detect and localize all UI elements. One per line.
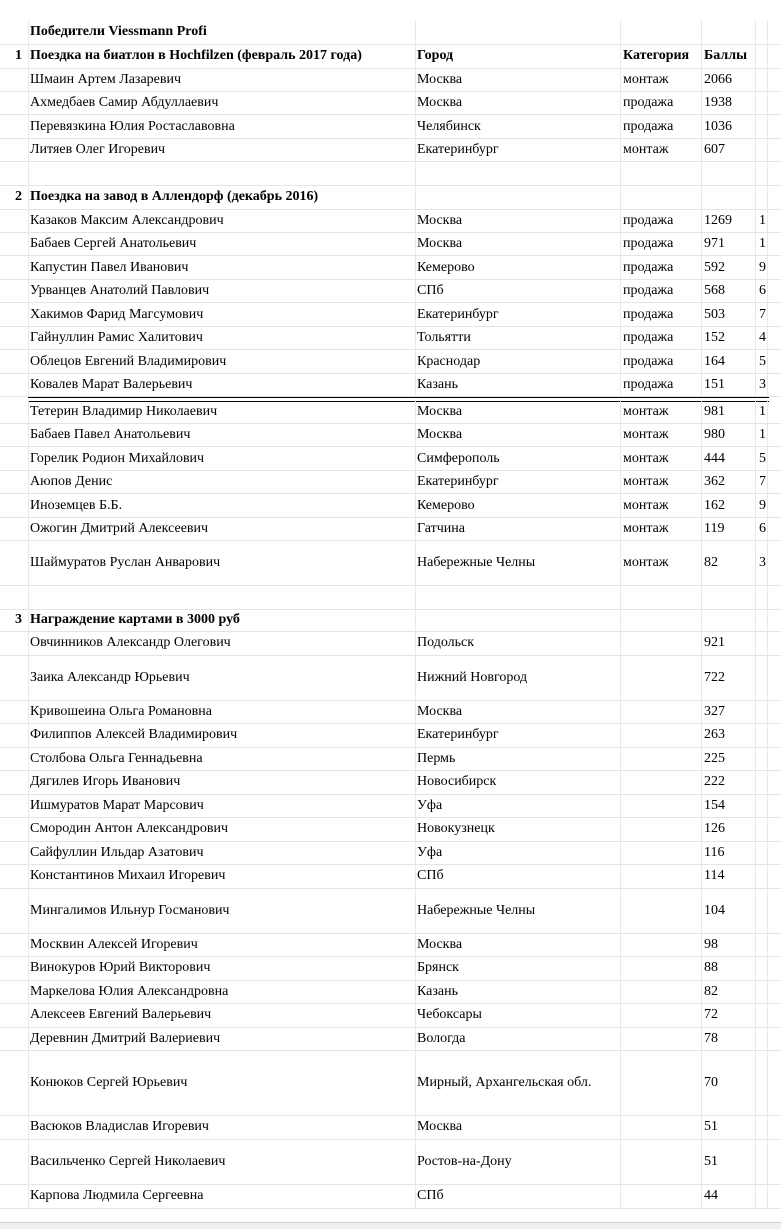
winner-category [620,631,701,655]
winner-city: Брянск [415,956,620,980]
winner-category: монтаж [620,470,701,493]
winner-name: Винокуров Юрий Викторович [28,956,415,980]
empty-cell [701,161,755,185]
table-row [0,91,781,115]
winner-category: продажа [620,303,701,326]
winner-name: Тетерин Владимир Николаевич [28,400,415,423]
winner-category [620,770,701,794]
table-row [0,864,781,889]
winner-points: 1036 [701,115,755,138]
winner-city: Гатчина [415,517,620,540]
winner-points: 126 [701,817,755,841]
winner-points: 51 [701,1115,755,1139]
winner-name: Деревнин Дмитрий Валериевич [28,1027,415,1050]
winner-points: 72 [701,1003,755,1027]
winner-extra [755,700,768,723]
winner-city: Казань [415,373,620,396]
section-title: Поездка на биатлон в Hochfilzen (февраль 2017 года) [28,44,415,68]
winner-points: 78 [701,1027,755,1050]
winner-category: монтаж [620,138,701,161]
table-row [0,517,781,541]
winner-points: 225 [701,747,755,770]
winner-name: Заика Александр Юрьевич [28,655,415,700]
winner-extra [755,841,768,864]
winner-category: монтаж [620,541,701,585]
empty-cell [620,585,701,609]
winner-category [620,1027,701,1050]
winner-name: Иноземцев Б.Б. [28,494,415,517]
winner-category: продажа [620,326,701,349]
winner-category: монтаж [620,517,701,540]
empty-cell [28,585,415,609]
winner-extra [755,794,768,817]
table-row [0,494,781,518]
winner-points: 722 [701,655,755,700]
winner-category: продажа [620,232,701,255]
winner-category [620,1050,701,1115]
winner-points: 362 [701,470,755,493]
winner-extra [755,747,768,770]
winner-name: Овчинников Александр Олегович [28,631,415,655]
table-row [0,1184,781,1209]
winner-city: Кемерово [415,494,620,517]
winner-points: 263 [701,723,755,747]
winner-city: Вологда [415,1027,620,1050]
winner-category: монтаж [620,400,701,423]
winner-points: 980 [701,423,755,446]
winner-points: 152 [701,326,755,349]
winner-category [620,956,701,980]
winner-name: Литяев Олег Игоревич [28,138,415,161]
winner-points: 921 [701,631,755,655]
winner-city: Москва [415,232,620,255]
winner-extra [755,1003,768,1027]
table-row [0,138,781,162]
empty-cell [415,609,620,631]
winner-points: 119 [701,517,755,540]
winner-extra [755,138,768,161]
winner-name: Ожогин Дмитрий Алексеевич [28,517,415,540]
table-row [0,447,781,471]
winner-extra: 1 [755,400,768,423]
table-row [0,541,781,586]
winner-category: монтаж [620,447,701,470]
blank-row [0,585,781,610]
table-row [0,68,781,92]
winner-city: Новокузнецк [415,817,620,841]
winner-category: продажа [620,209,701,232]
winner-points: 607 [701,138,755,161]
winner-city: Подольск [415,631,620,655]
empty-cell [755,585,768,609]
winner-city: Чебоксары [415,1003,620,1027]
table-row [0,1027,781,1051]
winner-name: Смородин Антон Александрович [28,817,415,841]
empty-cell [620,609,701,631]
table-row [0,400,781,424]
winner-category: продажа [620,91,701,114]
section-number: 2 [15,189,22,204]
winner-category [620,723,701,747]
winner-extra [755,655,768,700]
winner-category: продажа [620,115,701,138]
winner-category [620,980,701,1003]
winner-points: 82 [701,980,755,1003]
winner-city: Москва [415,423,620,446]
winner-name: Горелик Родион Михайлович [28,447,415,470]
winner-points: 88 [701,956,755,980]
winner-category: продажа [620,373,701,396]
winner-points: 592 [701,256,755,279]
winner-extra: 3 [755,373,768,396]
section-header-row [0,44,781,69]
winner-name: Ахмедбаев Самир Абдуллаевич [28,91,415,114]
empty-cell [415,20,620,44]
winner-category [620,794,701,817]
empty-cell [755,44,768,68]
winner-extra [755,1115,768,1139]
winner-name: Маркелова Юлия Александровна [28,980,415,1003]
winner-extra: 9 [755,494,768,517]
winner-extra [755,1139,768,1184]
winner-extra: 1 [755,209,768,232]
blank-row [0,161,781,186]
winner-points: 82 [701,541,755,585]
winner-name: Сайфуллин Ильдар Азатович [28,841,415,864]
winner-city: Кемерово [415,256,620,279]
winner-city: Москва [415,91,620,114]
winner-points: 154 [701,794,755,817]
winner-points: 164 [701,350,755,373]
winner-name: Ишмуратов Марат Марсович [28,794,415,817]
winner-name: Дягилев Игорь Иванович [28,770,415,794]
winner-category [620,817,701,841]
winner-category: продажа [620,256,701,279]
section-title: Награждение картами в 3000 руб [28,609,415,631]
winner-city: Екатеринбург [415,723,620,747]
winner-city: Москва [415,933,620,956]
winner-extra [755,68,768,91]
winner-extra [755,817,768,841]
empty-cell [755,20,768,44]
winner-extra: 4 [755,326,768,349]
winner-city: Уфа [415,841,620,864]
winner-city: Москва [415,68,620,91]
empty-cell [415,185,620,209]
section-number: 3 [15,612,22,627]
winner-category: монтаж [620,494,701,517]
winner-city: СПб [415,1184,620,1208]
winner-city: Москва [415,209,620,232]
winner-city: Мирный, Архангельская обл. [415,1050,620,1115]
table-row [0,1139,781,1185]
winner-points: 151 [701,373,755,396]
table-row [0,303,781,327]
winner-city: Уфа [415,794,620,817]
table-row [0,1115,781,1140]
winner-name: Казаков Максим Александрович [28,209,415,232]
winner-points: 44 [701,1184,755,1208]
winner-city: Набережные Челны [415,888,620,933]
winner-city: Екатеринбург [415,470,620,493]
table-row [0,423,781,447]
winner-name: Бабаев Павел Анатольевич [28,423,415,446]
winner-points: 70 [701,1050,755,1115]
empty-cell [28,161,415,185]
table-row [0,655,781,701]
header-city: Город [415,44,620,68]
table-row [0,770,781,795]
winner-category [620,1184,701,1208]
winner-name: Карпова Людмила Сергеевна [28,1184,415,1208]
table-row [0,1003,781,1028]
winner-city: Москва [415,400,620,423]
winner-category: монтаж [620,68,701,91]
winner-extra [755,888,768,933]
winner-points: 1269 [701,209,755,232]
winner-category: монтаж [620,423,701,446]
winner-extra: 5 [755,350,768,373]
winner-extra: 7 [755,470,768,493]
winner-points: 327 [701,700,755,723]
winner-category [620,747,701,770]
empty-cell [415,161,620,185]
winner-city: Екатеринбург [415,303,620,326]
table-row [0,700,781,724]
table-row [0,373,781,397]
table-row [0,888,781,934]
winner-extra [755,770,768,794]
winner-city: Ростов-на-Дону [415,1139,620,1184]
winner-category: продажа [620,279,701,302]
table-row [0,723,781,748]
winner-name: Мингалимов Ильнур Госманович [28,888,415,933]
winner-category: продажа [620,350,701,373]
winner-extra [755,631,768,655]
winner-name: Васюков Владислав Игоревич [28,1115,415,1139]
table-row [0,209,781,233]
winner-extra: 6 [755,517,768,540]
winner-extra [755,1050,768,1115]
winner-name: Бабаев Сергей Анатольевич [28,232,415,255]
winner-category [620,655,701,700]
sheet-title: Победители Viessmann Profi [28,20,415,44]
table-row [0,470,781,494]
winner-category [620,1115,701,1139]
header-category: Категория [620,44,701,68]
winner-category [620,888,701,933]
winner-city: Набережные Челны [415,541,620,585]
table-row [0,747,781,771]
empty-cell [701,185,755,209]
section-number: 1 [15,48,22,63]
empty-cell [620,20,701,44]
winner-city: Москва [415,700,620,723]
winner-category [620,1003,701,1027]
sheet-title-row [0,20,781,45]
winner-category [620,841,701,864]
winner-category [620,1139,701,1184]
winner-points: 51 [701,1139,755,1184]
winner-name: Васильченко Сергей Николаевич [28,1139,415,1184]
empty-cell [415,585,620,609]
winner-name: Аюпов Денис [28,470,415,493]
winner-points: 98 [701,933,755,956]
winner-extra [755,933,768,956]
winner-extra: 6 [755,279,768,302]
winner-extra [755,723,768,747]
winner-points: 981 [701,400,755,423]
winner-points: 1938 [701,91,755,114]
table-row [0,956,781,981]
winner-name: Облецов Евгений Владимирович [28,350,415,373]
table-row [0,841,781,865]
table-row [0,232,781,256]
table-row [0,256,781,280]
header-points: Баллы [701,44,755,68]
winner-city: Екатеринбург [415,138,620,161]
winner-name: Кривошеина Ольга Романовна [28,700,415,723]
section-title-row [0,609,781,632]
section-title: Поездка на завод в Аллендорф (декабрь 2016) [28,185,415,209]
table-row [0,933,781,957]
winner-city: Челябинск [415,115,620,138]
empty-cell [701,585,755,609]
table-row [0,817,781,842]
empty-cell [620,161,701,185]
table-row [0,350,781,374]
winner-extra: 5 [755,447,768,470]
winner-city: Москва [415,1115,620,1139]
winner-extra: 7 [755,303,768,326]
winner-name: Москвин Алексей Игоревич [28,933,415,956]
winner-category [620,700,701,723]
winner-extra [755,1027,768,1050]
table-row [0,1050,781,1116]
winner-city: СПб [415,864,620,888]
winner-city: Тольятти [415,326,620,349]
empty-cell [755,609,768,631]
winner-extra [755,91,768,114]
winner-points: 503 [701,303,755,326]
winner-name: Конюков Сергей Юрьевич [28,1050,415,1115]
winner-extra [755,115,768,138]
table-row [0,794,781,818]
winner-name: Капустин Павел Иванович [28,256,415,279]
empty-cell [701,20,755,44]
winner-points: 162 [701,494,755,517]
table-row [0,279,781,303]
winner-city: СПб [415,279,620,302]
winner-extra [755,980,768,1003]
winner-category [620,864,701,888]
winner-city: Пермь [415,747,620,770]
winner-name: Шмаин Артем Лазаревич [28,68,415,91]
winner-city: Новосибирск [415,770,620,794]
winner-extra: 1 [755,423,768,446]
winner-name: Шаймуратов Руслан Анварович [28,541,415,585]
winner-city: Краснодар [415,350,620,373]
winner-category [620,933,701,956]
winner-name: Перевязкина Юлия Ростаславовна [28,115,415,138]
winner-extra: 3 [755,541,768,585]
empty-cell [620,185,701,209]
winner-extra [755,956,768,980]
winner-name: Ковалев Марат Валерьевич [28,373,415,396]
table-row [0,326,781,350]
winner-name: Столбова Ольга Геннадьевна [28,747,415,770]
winner-name: Константинов Михаил Игоревич [28,864,415,888]
section-title-row [0,185,781,210]
winner-extra [755,864,768,888]
winner-points: 114 [701,864,755,888]
table-row [0,980,781,1004]
empty-cell [755,185,768,209]
winner-name: Филиппов Алексей Владимирович [28,723,415,747]
winner-points: 971 [701,232,755,255]
winner-extra: 1 [755,232,768,255]
winner-points: 104 [701,888,755,933]
winner-extra [755,1184,768,1208]
winner-points: 444 [701,447,755,470]
winner-name: Урванцев Анатолий Павлович [28,279,415,302]
winner-points: 2066 [701,68,755,91]
table-row [0,631,781,656]
empty-cell [701,609,755,631]
winner-city: Казань [415,980,620,1003]
empty-cell [755,161,768,185]
winner-extra: 9 [755,256,768,279]
winner-name: Алексеев Евгений Валерьевич [28,1003,415,1027]
winner-city: Симферополь [415,447,620,470]
winner-name: Хакимов Фарид Магсумович [28,303,415,326]
winner-points: 222 [701,770,755,794]
table-row [0,115,781,139]
winner-points: 568 [701,279,755,302]
winner-points: 116 [701,841,755,864]
winner-city: Нижний Новгород [415,655,620,700]
winner-name: Гайнуллин Рамис Халитович [28,326,415,349]
